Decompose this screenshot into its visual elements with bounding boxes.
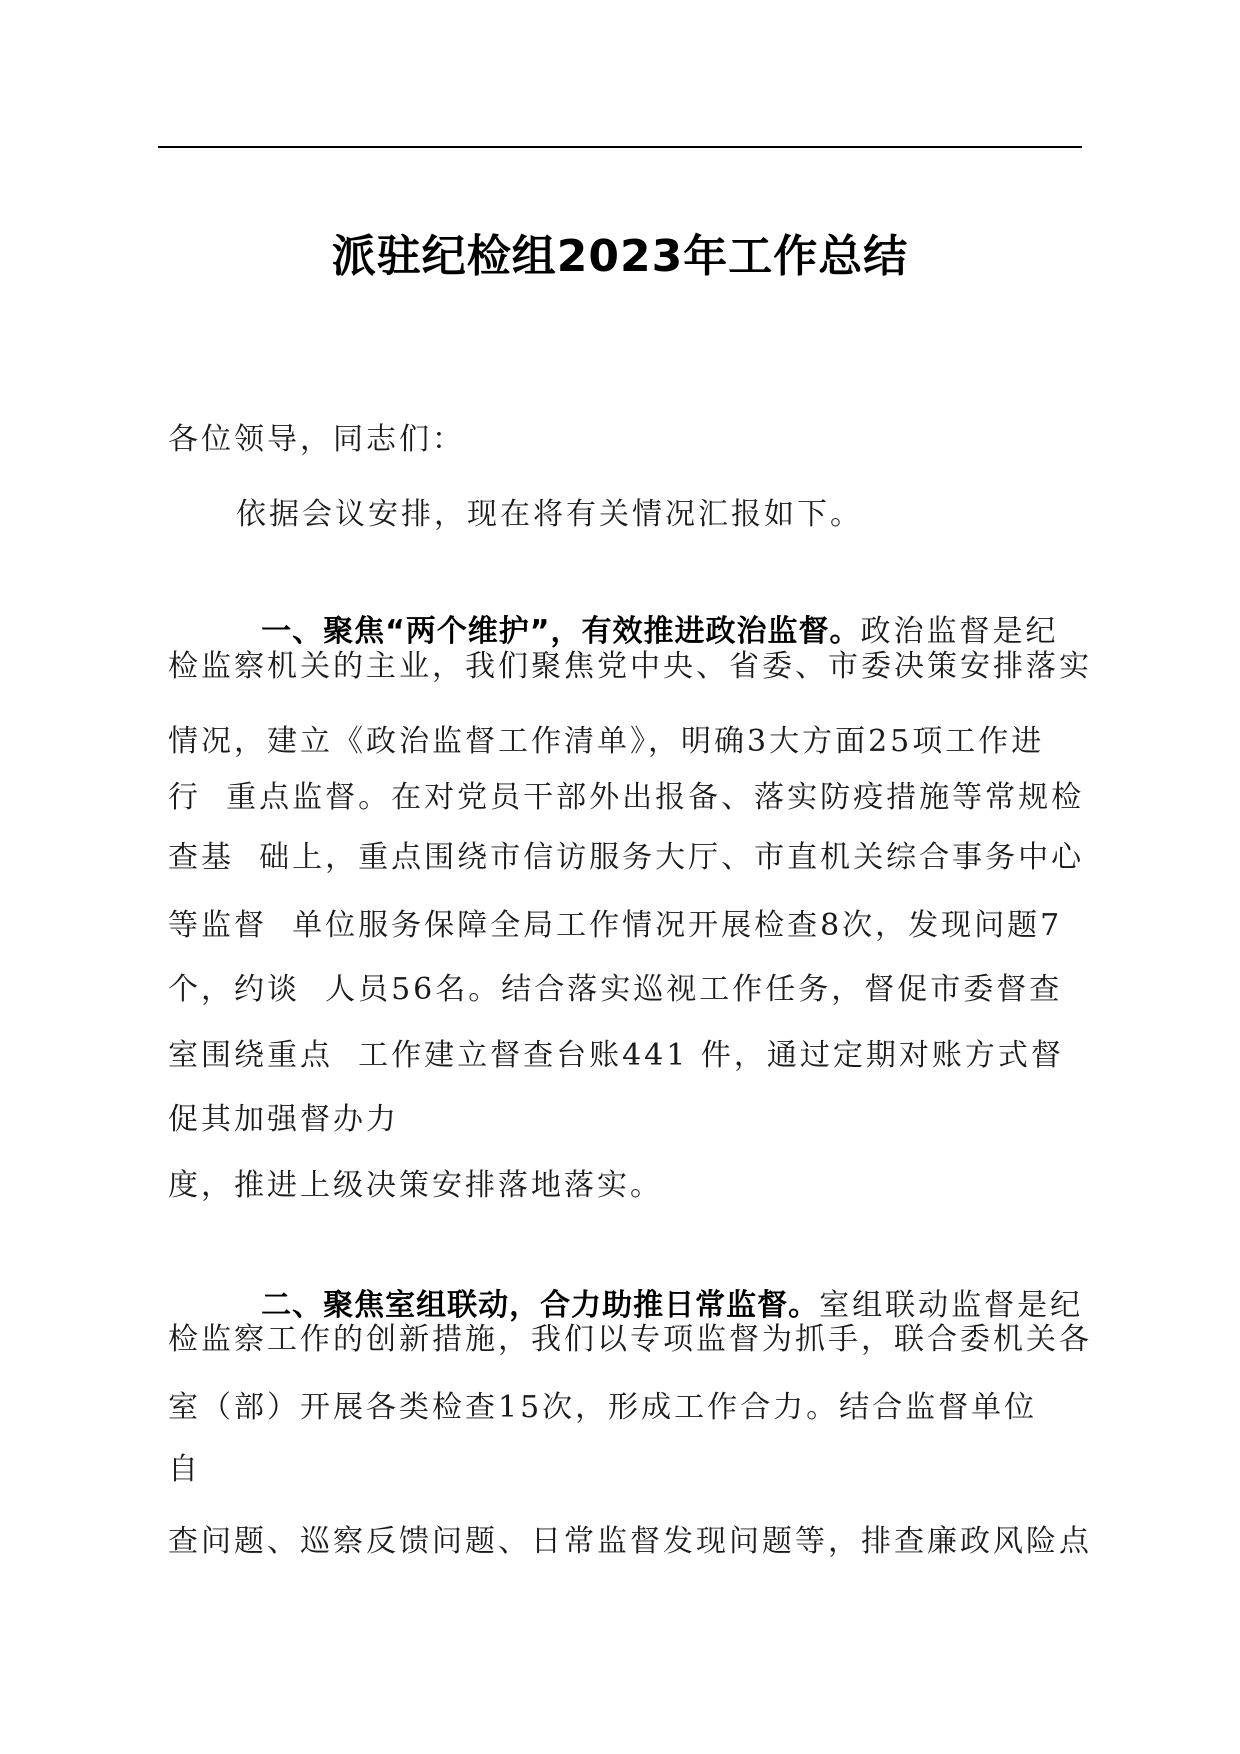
paragraph-line: 情况，建立《政治监督工作清单》，明确3大方面25项工作进 — [168, 724, 1045, 759]
paragraph-line: 等监督 单位服务保障全局工作情况开展检查8次，发现问题7 — [168, 908, 1063, 943]
paragraph-line: 检监察工作的创新措施，我们以专项监督为抓手，联合委机关各 — [168, 1322, 1092, 1357]
paragraph-line: 行 重点监督。在对党员干部外出报备、落实防疫措施等常规检 — [168, 780, 1085, 815]
intro-paragraph: 依据会议安排，现在将有关情况汇报如下。 — [236, 497, 863, 532]
paragraph-line: 室围绕重点 工作建立督查台账441 件，通过定期对账方式督 — [168, 1038, 1064, 1073]
paragraph-line: 自 — [168, 1452, 201, 1487]
paragraph-line: 促其加强督办力 — [168, 1102, 399, 1137]
section-1-heading: 一、聚焦“两个维护”，有效推进政治监督。 — [261, 614, 861, 649]
paragraph-line: 度，推进上级决策安排落地落实。 — [168, 1168, 663, 1203]
salutation: 各位领导，同志们： — [168, 422, 465, 457]
section-2-heading: 二、聚焦室组联动，合力助推日常监督。 — [261, 1288, 820, 1323]
paragraph-line: 检监察机关的主业，我们聚焦党中央、省委、市委决策安排落实 — [168, 649, 1092, 684]
top-rule — [158, 146, 1082, 148]
section-2-text: 室组联动监督是纪 — [819, 1288, 1084, 1323]
document-title: 派驻纪检组2023年工作总结 — [331, 231, 909, 282]
paragraph-line: 室（部）开展各类检查15次，形成工作合力。结合监督单位 — [168, 1390, 1038, 1425]
paragraph-line: 查问题、巡察反馈问题、日常监督发现问题等，排查廉政风险点 — [168, 1524, 1092, 1559]
section-1-text: 政治监督是纪 — [860, 614, 1059, 649]
section-1-first-line — [236, 572, 1059, 649]
paragraph-line: 查基 础上，重点围绕市信访服务大厅、市直机关综合事务中心 — [168, 840, 1085, 875]
paragraph-line: 个，约谈 人员56名。结合落实巡视工作任务，督促市委督查 — [168, 972, 1063, 1007]
section-2-first-line — [236, 1246, 1084, 1323]
